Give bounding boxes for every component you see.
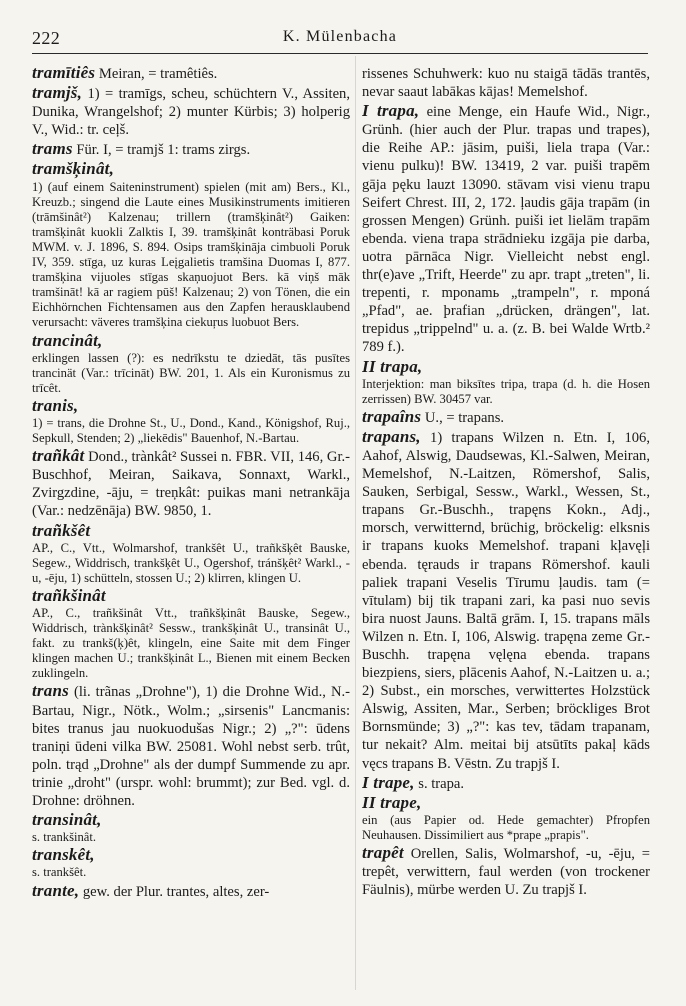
- entry-left-10: [32, 811, 350, 845]
- entry-text: 1) (auf einem Saiteninstrument) spielen (mit am) Bers., Kl., Kreuzb.; singend die Laute eines Musikinstruments imitieren (trāmšinât²) Kalzenau; trillern (tramšķinât²) Gaiken: tramšķinât kuokli Zalktis I, 39. tramšķinât konträbasi Poruk MWM. v. J. 1896, S. 894. Osips tramšķināja cimbuoli Poruk IV, 359. stīga, uz kuras Leįgalietis tramšina Duomas I, 877. tramšķina vijuoles stīgas skaņuojuot Bers. kā viņš māk tramšināt! kā ar ragiem pūš! Kalzenau; 2) von Tönen, die ein Eichhörnchen Fichtensamen aus den Zapfen herausklaubend verursacht: väveres tramšķina ciekuŗus luobuot Bers.: [32, 179, 350, 330]
- entry-lemma: I trapa,: [362, 101, 420, 121]
- entry-text: eine Menge, ein Haufe Wid., Nigr., Grünh. (hier auch der Plur. trapas und trapes), die Reihe AP.: jāsim, puiši, liela trapa (Var.: vienu pulku)! BW. 13419, 2 var. puiši trapēm gāja pęku lauzt 13090. stāvam visi vienu trapu Seifert Chrest. III, 2, 172. ļaudis gāja trapām (in grossen Mengen) Grünh. puiši iet lielām trapām ebenda. viena trapa strādnieku izgāja pie darba, uotra pārnāca Nigr. Vielleicht nebst engl. thr(e)ave „Trift, Heerde" zu apr. trapt „treten", li. trepenti, r. mponamь „trampeln", r. mponá „Pfad", ae. þrafian „drücken, drängen", lat. trepidus „trippelnd" u. a. (z. B. bei Walde Wrtb.² 789 f.).: [362, 104, 650, 356]
- right-column: [362, 64, 650, 994]
- entry-lemma: trams: [32, 139, 73, 159]
- entry-lemma: trapêt: [362, 843, 404, 863]
- entry-lemma: tranis,: [32, 395, 79, 415]
- entry-lemma: tramšķinât,: [32, 159, 115, 179]
- entry-left-2: [32, 140, 350, 159]
- entry-right-1: [362, 102, 650, 356]
- entry-lemma: II trape,: [362, 792, 422, 812]
- entry-text: s. trankšêt.: [32, 865, 87, 880]
- entry-lemma: transkêt,: [32, 845, 95, 865]
- column-divider: [355, 56, 356, 990]
- entry-lemma: trante,: [32, 880, 80, 900]
- entry-text: U., = trapans.: [424, 409, 505, 426]
- entry-text: erklingen lassen (?): es nedrīkstu te dziedāt, tās pusītes trancinät (Var.: trīcināt) BW. 201, 1. Als ein Kuronismus zu trīcêt.: [32, 350, 350, 395]
- entry-right-5: [362, 774, 650, 793]
- entry-right-4: [362, 428, 650, 773]
- entry-lemma: trañkât: [32, 446, 85, 466]
- page-number: 222: [32, 28, 61, 48]
- entry-left-3: [32, 160, 350, 330]
- entry-left-4: [32, 332, 350, 396]
- entry-lemma: I trape,: [362, 772, 415, 792]
- entry-text: gew. der Plur. trantes, altes, zer-: [82, 883, 270, 900]
- entry-left-12: [32, 882, 350, 901]
- left-column: [32, 64, 350, 994]
- entry-text: Orellen, Salis, Wolmarshof, -u, -ēju, = trepêt, verwittern, faul werden (von trockener Fäulnis), mürbe werden U. Zu trapjš I.: [362, 846, 650, 899]
- entry-text: Dond., trànkât² Sussei n. FBR. VII, 146, Gr.-Buschhof, Meiran, Saikava, Sonnaxt, Warkl., Zvirgzdine, -āju, = treņkât: puikas mani netrankāja (Var.: nedzēnāja) BW. 9850, 1.: [32, 449, 350, 520]
- entry-text: s. trankšinât.: [32, 830, 97, 845]
- entry-text: AP., C., trañkšinât Vtt., trañkšķinât Bauske, Segew., Widdrisch, trànkšķinât² Sessw., trankšķinât U., transinât U., fakt. zu trankš(ķ)êt, klingeln, eine Saite mit dem Finger klingen machen U.; trankšķinât L., Bienen mit einem Becken zuklingeln.: [32, 606, 350, 681]
- entry-right-3: [362, 408, 650, 427]
- entry-lemma: trans: [32, 681, 69, 701]
- entry-left-8: [32, 587, 350, 682]
- entry-text: ein (aus Papier od. Hede gemachter) Pfropfen Neuhausen. Dissimiliert aus *prape „prapis".: [362, 812, 650, 842]
- entry-text: rissenes Schuhwerk: kuo nu staigā tādās trantēs, nevar saaut labākas kājas! Memelshof.: [362, 66, 650, 101]
- entry-text: Für. I, = tramjš 1: trams zirgs.: [76, 142, 251, 159]
- entry-lemma: trapans,: [362, 426, 421, 446]
- entry-right-6: [362, 794, 650, 843]
- entry-left-5: [32, 397, 350, 446]
- entry-text: 1) = tramīgs, scheu, schüchtern V., Assiten, Dunika, Wrangelshof; 2) munter Kürbis; 3) holperig V., Wid.: tr. ceļš.: [32, 86, 350, 139]
- entry-text: (li. trãnas „Drohne"), 1) die Drohne Wid., N.-Bartau, Nigr., Nötk., Wolm.; „sirsenis" Lancmanis: bites tranus jau nuokuodušas Nigr.; 2) „?": ūdens traniņi ūdeni vilka BW. 25081. Wohl nebst serb. trût, poln. trąd „Drohne" als der dumpf Summende zu apr. trinie „droht" (urspr. wohl: brummt); zur Bed. vgl. d. Drohne: dröhnen.: [32, 684, 350, 810]
- entry-left-7: [32, 522, 350, 586]
- running-title: K. Mülenbacha: [282, 28, 398, 45]
- entry-text: AP., C., Vtt., Wolmarshof, trankšêt U., trañkšķêt Bauske, Segew., Widdrisch, trankšķêt U., Ogershof, tránšķêt² Warkl., -u, -ēju, 1) schütteln, stossen U.; 2) klirren, klingen U.: [32, 540, 350, 585]
- page-header: [32, 22, 648, 50]
- entry-left-1: [32, 84, 350, 139]
- entry-text: s. trapa.: [418, 775, 465, 792]
- entry-lemma: trancinât,: [32, 330, 103, 350]
- entry-text: 1) trapans Wilzen n. Etn. I, 106, Aahof, Alswig, Daudsewas, Kl.-Salwen, Meiran, Memelshof, N.-Laitzen, Römershof, Salis, Sauken, Serbigal, Sessw., Warkl., Wessen, St., trapans Gr.-Buschh., trapęns Kokn., Adj., morsch, verwitternd, brüchig, bröckelig: elksnis ir trapans kuoks Memelshof. trapani kļavęļi ebenda. tęrauds ir trapans Römershof. kauli paliek trapani Veselis Tīrumu ļaudis. tam (= vītulam) bij tik trapani zari, ka pasi nuo sevis bira nuost Jauns. Baltā grām. I, 15. trapans māls Wilzen n. Etn. I, 106, Alswig. trapęna zeme Gr.-Buschh. trapęna vęlęna ebenda. trapans biezpiens, siers, plācenis Aahof, N.-Laitzen u. a.; 2) Subst., ein morsches, verwittertes Holzstück Alswig, Assiten, Mar., Serben; bröckliges Brot Bornsmünde; 3) „?": kas tev, tādam trapanam, tur nekait? Alm. meitai bij atsūtīts pakaļ kāds vęcs trapans B. Vēstn. Zu trapjš I.: [362, 429, 650, 772]
- entry-lemma: trañkšêt: [32, 520, 91, 540]
- entry-lemma: transinât,: [32, 810, 102, 830]
- entry-lemma: tramjš,: [32, 83, 83, 103]
- entry-left-11: [32, 846, 350, 880]
- entry-lemma: trapaîns: [362, 406, 422, 426]
- header-rule: [32, 53, 648, 54]
- entry-right-2: [362, 358, 650, 407]
- entry-lemma: trañkšinât: [32, 585, 106, 605]
- entry-text: Meiran, = tramêtiês.: [98, 66, 218, 82]
- entry-left-9: [32, 682, 350, 810]
- entry-text: 1) = trans, die Drohne St., U., Dond., Kand., Königshof, Ruj., Sepkull, Stenden; 2) „liekēdis" Bauenhof, N.-Bartau.: [32, 415, 350, 446]
- entry-lemma: II trapa,: [362, 356, 423, 376]
- entry-right-0: [362, 64, 650, 101]
- entry-text: Interjektion: man biksītes tripa, trapa (d. h. die Hosen zerrissen) BW. 30457 var.: [362, 376, 650, 406]
- entry-lemma: tramītiês: [32, 64, 96, 82]
- entry-right-7: [362, 844, 650, 899]
- entry-left-0: [32, 64, 350, 83]
- entry-left-6: [32, 447, 350, 520]
